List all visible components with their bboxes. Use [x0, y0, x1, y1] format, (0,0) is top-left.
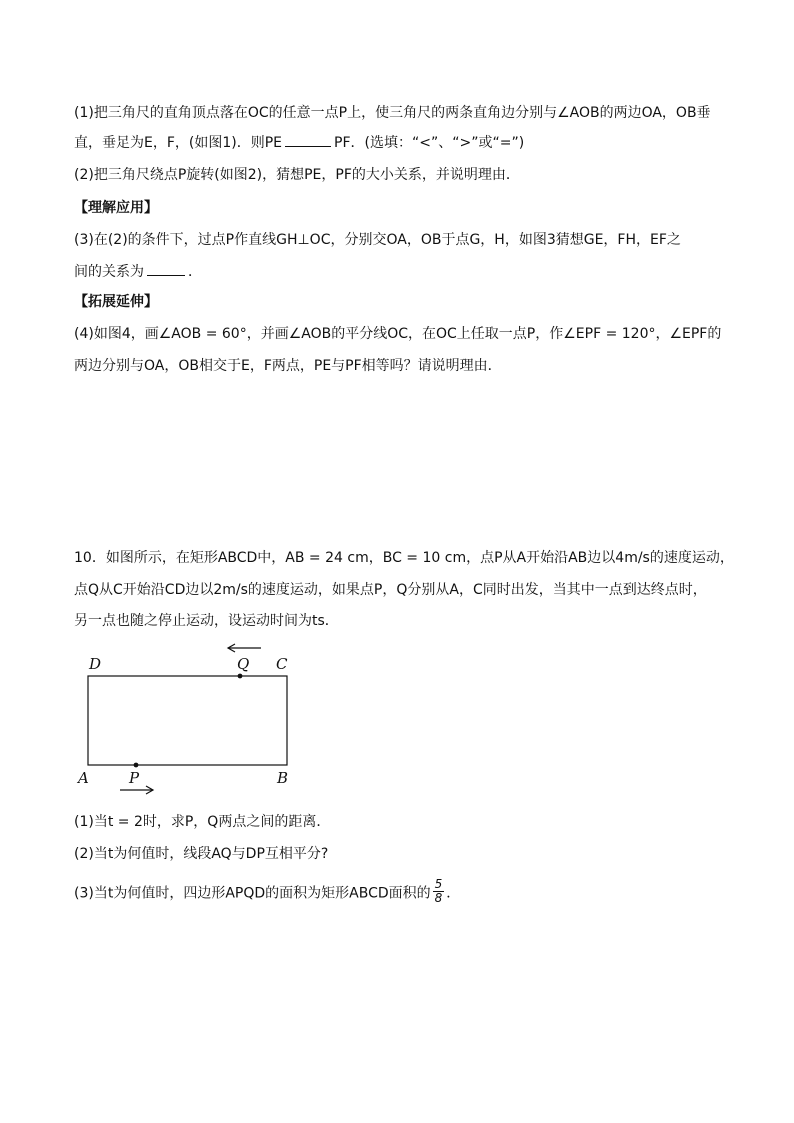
q10-sub-3-end: ．: [446, 885, 461, 902]
section-heading-extension: 【拓展延伸】: [74, 294, 158, 310]
text-line-2b: PF．(选填：“<”、“>”或“=”): [334, 135, 525, 151]
q10-line-1: 10．如图所示，在矩形ABCD中，AB = 24 cm，BC = 10 cm，点P从A开始沿AB边以4m/s的速度运动，: [74, 550, 734, 566]
point-q: [238, 674, 243, 679]
label-a: A: [78, 769, 89, 787]
q10-sub-1: (1)当t = 2时，求P，Q两点之间的距离．: [74, 814, 331, 830]
q10-sub-2: (2)当t为何值时，线段AQ与DP互相平分?: [74, 846, 329, 862]
answer-blank-1: [285, 132, 331, 147]
rectangle-abcd: [88, 676, 287, 765]
q10-sub-3: [74, 877, 461, 907]
text-line-2a: 直，垂足为E，F，(如图1)．则PE: [74, 135, 283, 151]
q10-sub-3-text: (3)当t为何值时，四边形APQD的面积为矩形ABCD面积的: [74, 885, 431, 902]
label-p: P: [129, 769, 140, 787]
text-line-3: (2)把三角尺绕点P旋转(如图2)，猜想PE，PF的大小关系，并说明理由．: [74, 167, 520, 183]
text-line-7: 两边分别与OA，OB相交于E，F两点，PE与PF相等吗？请说明理由．: [74, 358, 502, 374]
answer-blank-2: [147, 261, 185, 276]
text-line-4: (3)在(2)的条件下，过点P作直线GH⊥OC，分别交OA，OB于点G，H，如图3猜想GE，FH，EF之: [74, 232, 681, 248]
text-line-5: [74, 261, 202, 282]
point-p: [134, 763, 139, 768]
q10-line-2: 点Q从C开始沿CD边以2m/s的速度运动，如果点P，Q分别从A，C同时出发，当其中一点到达终点时，: [74, 582, 707, 598]
rectangle-figure: [70, 640, 310, 800]
text-line-5a: 间的关系为: [74, 264, 144, 280]
section-heading-understanding: 【理解应用】: [74, 200, 158, 216]
q10-line-3: 另一点也随之停止运动，设运动时间为ts．: [74, 613, 339, 629]
fraction-numerator: 5: [434, 877, 443, 891]
label-q: Q: [237, 655, 250, 673]
text-line-5b: ．: [188, 264, 202, 280]
arrow-left-icon: [228, 644, 261, 652]
fraction-denominator: 8: [434, 891, 443, 905]
text-line-1: (1)把三角尺的直角顶点落在OC的任意一点P上，使三角尺的两条直角边分别与∠AOB的两边OA，OB垂: [74, 105, 711, 121]
label-b: B: [277, 769, 289, 787]
fraction-five-eighths: [433, 878, 445, 905]
arrow-right-icon: [120, 786, 153, 794]
label-c: C: [276, 655, 288, 673]
text-line-6: (4)如图4，画∠AOB = 60°，并画∠AOB的平分线OC，在OC上任取一点P，作∠EPF = 120°，∠EPF的: [74, 326, 722, 342]
text-line-2: [74, 132, 524, 153]
label-d: D: [89, 655, 102, 673]
